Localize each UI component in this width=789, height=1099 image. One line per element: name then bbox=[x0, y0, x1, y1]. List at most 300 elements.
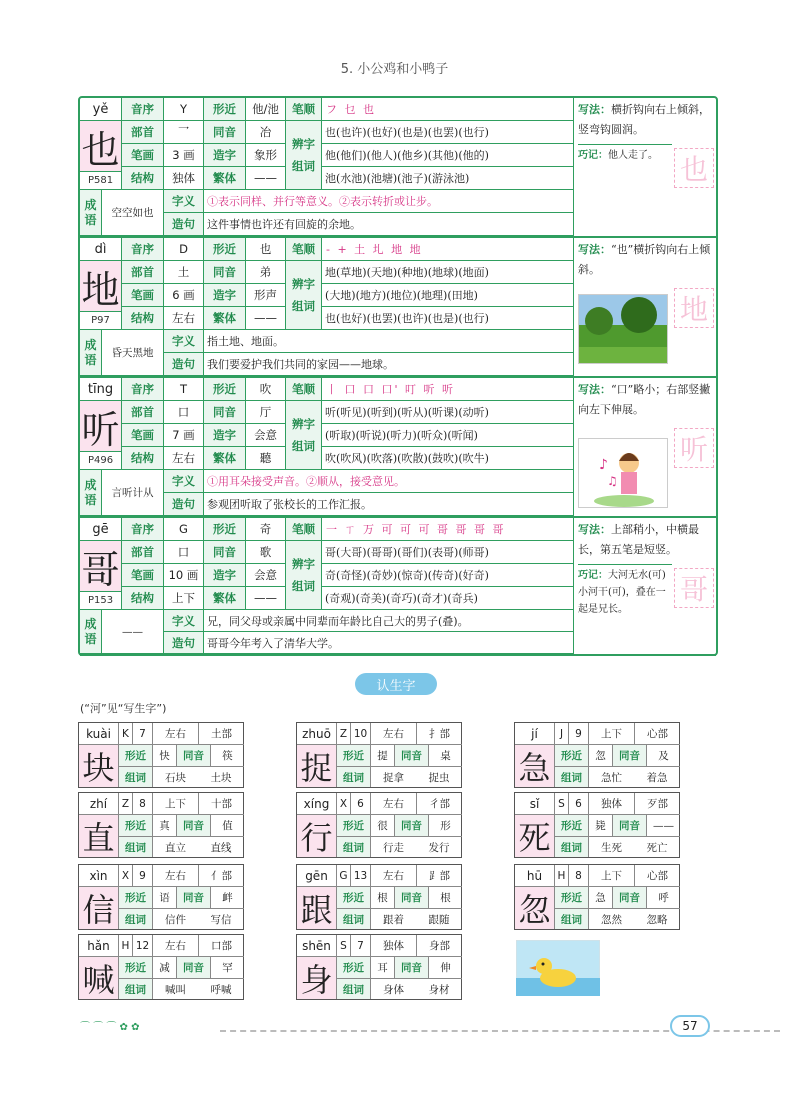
label-idiom: 成语 bbox=[80, 610, 102, 654]
writing-tip-text: 横折钩向右上倾斜，竖弯钩圆润。 bbox=[578, 103, 710, 136]
vocab-pinyin: xìn bbox=[79, 865, 119, 887]
vocab-radical: ⻊部 bbox=[417, 865, 462, 887]
char-idiom: 言听计从 bbox=[102, 470, 164, 516]
label-distinguish: 辨字 bbox=[292, 557, 315, 571]
char-order: G bbox=[164, 518, 204, 541]
vocab-homophone: 筷 bbox=[211, 745, 244, 767]
vocab-order: S bbox=[337, 935, 351, 957]
vocab-shape: 耳 bbox=[371, 957, 395, 979]
writing-tip-label: 写法： bbox=[578, 523, 611, 536]
vocab-structure: 左右 bbox=[153, 935, 199, 957]
vocab-word-1: 身体 bbox=[383, 983, 404, 996]
svg-text:♪: ♪ bbox=[599, 457, 608, 473]
vocab-structure: 左右 bbox=[371, 723, 417, 745]
vocab-word-2: 忽略 bbox=[646, 913, 668, 926]
char-order: T bbox=[164, 378, 204, 401]
vocab-structure: 上下 bbox=[589, 723, 635, 745]
char-strokes: 7 画 bbox=[164, 424, 204, 447]
vocab-homophone: 罕 bbox=[211, 957, 244, 979]
label-shape: 形近 bbox=[119, 745, 153, 767]
label-compose: 组词 bbox=[337, 837, 371, 857]
vocab-shape: 毙 bbox=[589, 815, 613, 837]
label-homophone: 同音 bbox=[177, 957, 211, 979]
writing-tip-text: “也”横折钩向右上倾斜。 bbox=[578, 243, 711, 276]
memory-tip bbox=[578, 564, 672, 618]
label-shape: 形近 bbox=[555, 745, 589, 767]
memory-tip bbox=[578, 144, 672, 164]
vocab-word-1: 喊叫 bbox=[165, 983, 186, 996]
char-homophone: 厅 bbox=[246, 401, 286, 424]
vocab-shape: 忽 bbox=[589, 745, 613, 767]
vocab-shape: 语 bbox=[153, 887, 177, 909]
vocab-char: 喊 bbox=[79, 957, 119, 999]
vocab-order: K bbox=[119, 723, 133, 745]
vocab-order: S bbox=[555, 793, 569, 815]
compose-line: 池(水池)(池塘)(池子)(游泳池) bbox=[322, 167, 574, 190]
writing-tip-text: 上部稍小，中横最长，第五笔是短竖。 bbox=[578, 523, 699, 556]
vocab-word-1: 行走 bbox=[383, 841, 404, 854]
vocab-pinyin: gēn bbox=[297, 865, 337, 887]
label-strokes: 笔画 bbox=[122, 144, 164, 167]
label-sentence: 造句 bbox=[164, 213, 204, 236]
label-strokes: 笔画 bbox=[122, 284, 164, 307]
compose-line: 也(也好)(也罢)(也许)(也是)(也行) bbox=[322, 307, 574, 330]
char-page-ref: P97 bbox=[80, 312, 122, 330]
vocab-order: Z bbox=[337, 723, 351, 745]
label-radical: 部首 bbox=[122, 541, 164, 564]
label-compose: 组词 bbox=[119, 767, 153, 787]
label-homophone: 同音 bbox=[613, 815, 647, 837]
vocab-homophone: 根 bbox=[429, 887, 462, 909]
vocab-radical: 彳部 bbox=[417, 793, 462, 815]
vocab-word-1: 捉拿 bbox=[383, 771, 404, 784]
char-stroke-order: 一 ㄒ 万 可 可 可 哥 哥 哥 哥 bbox=[322, 518, 574, 541]
practice-grid: 也 bbox=[674, 148, 714, 188]
label-homophone: 同音 bbox=[204, 261, 246, 284]
character-study-table bbox=[78, 96, 718, 656]
vocab-strokes: 7 bbox=[351, 935, 371, 957]
label-homophone: 同音 bbox=[395, 745, 429, 767]
grassland-photo bbox=[578, 294, 668, 364]
section-note: (“河”见“写生字”) bbox=[80, 702, 167, 715]
vocab-structure: 左右 bbox=[153, 865, 199, 887]
char-radical: 土 bbox=[164, 261, 204, 284]
vocab-pinyin: hū bbox=[515, 865, 555, 887]
char-pinyin: dì bbox=[80, 238, 122, 261]
vocab-radical: 心部 bbox=[635, 723, 680, 745]
vocab-card-5 bbox=[514, 792, 680, 858]
label-compose: 组词 bbox=[292, 579, 315, 593]
label-traditional: 繁体 bbox=[204, 307, 246, 330]
vocab-word-1: 跟着 bbox=[383, 913, 404, 926]
vocab-card-3 bbox=[78, 792, 244, 858]
label-homophone: 同音 bbox=[613, 887, 647, 909]
label-structure: 结构 bbox=[122, 307, 164, 330]
vocab-strokes: 12 bbox=[133, 935, 153, 957]
vocab-strokes: 9 bbox=[133, 865, 153, 887]
char-radical: 口 bbox=[164, 401, 204, 424]
label-idiom: 成语 bbox=[80, 470, 102, 516]
label-radical: 部首 bbox=[122, 121, 164, 144]
vocab-card-8 bbox=[514, 864, 680, 930]
char-traditional: —— bbox=[246, 167, 286, 190]
char-build: 象形 bbox=[246, 144, 286, 167]
char-order: Y bbox=[164, 98, 204, 121]
memory-tip-label: 巧记： bbox=[578, 150, 608, 161]
vocab-word-2: 跟随 bbox=[428, 913, 450, 926]
label-stroke: 笔顺 bbox=[286, 518, 322, 541]
compose-line: 奇(奇怪)(奇妙)(惊奇)(传奇)(好奇) bbox=[322, 564, 574, 587]
label-strokes: 笔画 bbox=[122, 564, 164, 587]
label-stroke: 笔顺 bbox=[286, 98, 322, 121]
vocab-word-2: 着急 bbox=[646, 771, 668, 784]
vocab-strokes: 8 bbox=[133, 793, 153, 815]
listening-girl-illustration bbox=[578, 438, 668, 508]
vocab-shape: 真 bbox=[153, 815, 177, 837]
label-homophone: 同音 bbox=[395, 887, 429, 909]
label-stroke: 笔顺 bbox=[286, 238, 322, 261]
vocab-radical: 十部 bbox=[199, 793, 244, 815]
vocab-shape: 快 bbox=[153, 745, 177, 767]
vocab-card-1 bbox=[296, 722, 462, 788]
vocab-radical: 心部 bbox=[635, 865, 680, 887]
char-glyph: 也 bbox=[80, 121, 122, 172]
vocab-strokes: 13 bbox=[351, 865, 371, 887]
char-structure: 独体 bbox=[164, 167, 204, 190]
vocab-char: 身 bbox=[297, 957, 337, 999]
label-build: 造字 bbox=[204, 144, 246, 167]
char-strokes: 3 画 bbox=[164, 144, 204, 167]
vocab-homophone: 呼 bbox=[647, 887, 680, 909]
compose-line: (大地)(地方)(地位)(地理)(田地) bbox=[322, 284, 574, 307]
label-traditional: 繁体 bbox=[204, 587, 246, 610]
vocab-radical: 身部 bbox=[417, 935, 462, 957]
writing-tip-text: “口”略小；右部竖撇向左下伸展。 bbox=[578, 383, 711, 416]
char-order: D bbox=[164, 238, 204, 261]
vocab-word-2: 捉虫 bbox=[428, 771, 450, 784]
label-homophone: 同音 bbox=[204, 401, 246, 424]
label-meaning: 字义 bbox=[164, 190, 204, 213]
char-sentence: 哥哥今年考入了清华大学。 bbox=[204, 632, 574, 654]
char-build: 会意 bbox=[246, 564, 286, 587]
vocab-word-1: 忽然 bbox=[601, 913, 622, 926]
label-compose: 组词 bbox=[555, 909, 589, 929]
vocab-homophone: 形 bbox=[429, 815, 462, 837]
label-distinguish-compose bbox=[286, 261, 322, 330]
label-shape: 形近 bbox=[119, 887, 153, 909]
compose-line: 他(他们)(他人)(他乡)(其他)(他的) bbox=[322, 144, 574, 167]
vocab-strokes: 7 bbox=[133, 723, 153, 745]
char-strokes: 10 画 bbox=[164, 564, 204, 587]
label-compose: 组词 bbox=[337, 979, 371, 999]
vocab-char: 直 bbox=[79, 815, 119, 857]
char-shape: 他/池 bbox=[246, 98, 286, 121]
label-distinguish-compose bbox=[286, 121, 322, 190]
vocab-pinyin: xíng bbox=[297, 793, 337, 815]
vocab-homophone: —— bbox=[647, 815, 680, 837]
vocab-structure: 独体 bbox=[589, 793, 635, 815]
vocab-pinyin: sǐ bbox=[515, 793, 555, 815]
vocab-radical: 土部 bbox=[199, 723, 244, 745]
label-homophone: 同音 bbox=[177, 745, 211, 767]
vocab-char: 急 bbox=[515, 745, 555, 787]
char-stroke-order: - + 土 圠 地 地 bbox=[322, 238, 574, 261]
vocab-order: J bbox=[555, 723, 569, 745]
char-stroke-order: 丨 口 口 口' 叮 听 听 bbox=[322, 378, 574, 401]
vocab-card-2 bbox=[514, 722, 680, 788]
char-structure: 上下 bbox=[164, 587, 204, 610]
label-homophone: 同音 bbox=[177, 815, 211, 837]
label-order: 音序 bbox=[122, 378, 164, 401]
label-compose: 组词 bbox=[337, 767, 371, 787]
practice-grid: 听 bbox=[674, 428, 714, 468]
label-homophone: 同音 bbox=[395, 957, 429, 979]
label-distinguish: 辨字 bbox=[292, 417, 315, 431]
vocab-pinyin: zhí bbox=[79, 793, 119, 815]
label-meaning: 字义 bbox=[164, 330, 204, 353]
char-structure: 左右 bbox=[164, 307, 204, 330]
vocab-word-1: 急忙 bbox=[601, 771, 622, 784]
vocab-strokes: 9 bbox=[569, 723, 589, 745]
vocab-homophone: 伸 bbox=[429, 957, 462, 979]
char-pinyin: gē bbox=[80, 518, 122, 541]
label-homophone: 同音 bbox=[177, 887, 211, 909]
label-shape: 形近 bbox=[555, 815, 589, 837]
vocab-strokes: 6 bbox=[351, 793, 371, 815]
vocab-structure: 上下 bbox=[589, 865, 635, 887]
label-compose: 组词 bbox=[292, 299, 315, 313]
label-distinguish-compose bbox=[286, 401, 322, 470]
label-build: 造字 bbox=[204, 424, 246, 447]
vocab-radical: 扌部 bbox=[417, 723, 462, 745]
char-sentence: 我们要爱护我们共同的家园——地球。 bbox=[204, 353, 574, 376]
label-shape: 形近 bbox=[204, 98, 246, 121]
label-structure: 结构 bbox=[122, 587, 164, 610]
vocab-word-1: 信件 bbox=[165, 913, 186, 926]
svg-text:♫: ♫ bbox=[607, 474, 618, 488]
char-page-ref: P581 bbox=[80, 172, 122, 190]
label-compose: 组词 bbox=[555, 837, 589, 857]
char-pinyin: tīng bbox=[80, 378, 122, 401]
duck-illustration bbox=[516, 940, 600, 996]
vocab-char: 跟 bbox=[297, 887, 337, 929]
label-sentence: 造句 bbox=[164, 353, 204, 376]
vocab-word-1: 石块 bbox=[165, 771, 186, 784]
char-traditional: —— bbox=[246, 307, 286, 330]
label-sentence: 造句 bbox=[164, 632, 204, 654]
char-meaning: ①表示同样、并行等意义。②表示转折或让步。 bbox=[204, 190, 574, 213]
char-radical: 乛 bbox=[164, 121, 204, 144]
vocab-word-2: 写信 bbox=[210, 913, 232, 926]
memory-tip-label: 巧记： bbox=[578, 570, 608, 581]
vocab-homophone: 值 bbox=[211, 815, 244, 837]
char-stroke-order: フ 乜 也 bbox=[322, 98, 574, 121]
char-structure: 左右 bbox=[164, 447, 204, 470]
compose-line: (奇观)(奇美)(奇巧)(奇才)(奇兵) bbox=[322, 587, 574, 610]
label-homophone: 同音 bbox=[613, 745, 647, 767]
vocab-card-0 bbox=[78, 722, 244, 788]
label-shape: 形近 bbox=[337, 745, 371, 767]
vocab-word-1: 生死 bbox=[601, 841, 622, 854]
compose-line: 吹(吹风)(吹落)(吹散)(鼓吹)(吹牛) bbox=[322, 447, 574, 470]
vocab-radical: 口部 bbox=[199, 935, 244, 957]
label-distinguish: 辨字 bbox=[292, 137, 315, 151]
vocab-order: H bbox=[555, 865, 569, 887]
vocab-card-10 bbox=[296, 934, 462, 1000]
label-sentence: 造句 bbox=[164, 493, 204, 516]
char-sentence: 参观团听取了张校长的工作汇报。 bbox=[204, 493, 574, 516]
vocab-order: Z bbox=[119, 793, 133, 815]
label-distinguish: 辨字 bbox=[292, 277, 315, 291]
label-strokes: 笔画 bbox=[122, 424, 164, 447]
label-distinguish-compose bbox=[286, 541, 322, 610]
label-homophone: 同音 bbox=[204, 541, 246, 564]
compose-line: (听取)(听说)(听力)(听众)(听闻) bbox=[322, 424, 574, 447]
vocab-structure: 左右 bbox=[371, 865, 417, 887]
vocab-word-2: 直线 bbox=[210, 841, 232, 854]
vocab-card-9 bbox=[78, 934, 244, 1000]
vocab-strokes: 8 bbox=[569, 865, 589, 887]
vocab-structure: 独体 bbox=[371, 935, 417, 957]
compose-line: 哥(大哥)(哥哥)(哥们)(表哥)(师哥) bbox=[322, 541, 574, 564]
label-radical: 部首 bbox=[122, 261, 164, 284]
vocab-strokes: 6 bbox=[569, 793, 589, 815]
vocab-char: 忽 bbox=[515, 887, 555, 929]
vocab-pinyin: hǎn bbox=[79, 935, 119, 957]
vocab-structure: 上下 bbox=[153, 793, 199, 815]
label-idiom: 成语 bbox=[80, 190, 102, 236]
char-idiom: —— bbox=[102, 610, 164, 654]
vocab-order: X bbox=[119, 865, 133, 887]
char-shape: 奇 bbox=[246, 518, 286, 541]
label-build: 造字 bbox=[204, 284, 246, 307]
vocab-pinyin: shēn bbox=[297, 935, 337, 957]
char-meaning: ①用耳朵接受声音。②顺从，接受意见。 bbox=[204, 470, 574, 493]
vocab-word-2: 死亡 bbox=[646, 841, 668, 854]
label-shape: 形近 bbox=[337, 815, 371, 837]
vocab-card-6 bbox=[78, 864, 244, 930]
label-compose: 组词 bbox=[292, 439, 315, 453]
vocab-char: 块 bbox=[79, 745, 119, 787]
label-idiom: 成语 bbox=[80, 330, 102, 376]
label-compose: 组词 bbox=[292, 159, 315, 173]
label-order: 音序 bbox=[122, 518, 164, 541]
vocab-radical: 亻部 bbox=[199, 865, 244, 887]
vocab-homophone: 衅 bbox=[211, 887, 244, 909]
label-structure: 结构 bbox=[122, 447, 164, 470]
vocab-word-2: 土块 bbox=[210, 771, 232, 784]
char-shape: 也 bbox=[246, 238, 286, 261]
label-shape: 形近 bbox=[204, 378, 246, 401]
compose-line: 也(也许)(也好)(也是)(也罢)(也行) bbox=[322, 121, 574, 144]
label-order: 音序 bbox=[122, 238, 164, 261]
vocab-order: X bbox=[337, 793, 351, 815]
char-glyph: 哥 bbox=[80, 541, 122, 592]
char-page-ref: P496 bbox=[80, 452, 122, 470]
vocab-shape: 提 bbox=[371, 745, 395, 767]
vocab-word-2: 身材 bbox=[428, 983, 450, 996]
vocab-char: 信 bbox=[79, 887, 119, 929]
label-structure: 结构 bbox=[122, 167, 164, 190]
label-compose: 组词 bbox=[337, 909, 371, 929]
label-compose: 组词 bbox=[555, 767, 589, 787]
vocab-pinyin: kuài bbox=[79, 723, 119, 745]
writing-tip-label: 写法： bbox=[578, 103, 611, 116]
label-shape: 形近 bbox=[119, 815, 153, 837]
vocab-homophone: 桌 bbox=[429, 745, 462, 767]
char-homophone: 弟 bbox=[246, 261, 286, 284]
page-number: 57 bbox=[670, 1015, 710, 1037]
vocab-word-1: 直立 bbox=[165, 841, 186, 854]
char-shape: 吹 bbox=[246, 378, 286, 401]
vocab-shape: 根 bbox=[371, 887, 395, 909]
vocab-shape: 减 bbox=[153, 957, 177, 979]
vocab-strokes: 10 bbox=[351, 723, 371, 745]
char-idiom: 昏天黑地 bbox=[102, 330, 164, 376]
lesson-title: 5. 小公鸡和小鸭子 bbox=[340, 62, 449, 77]
vocab-structure: 左右 bbox=[371, 793, 417, 815]
practice-grid: 哥 bbox=[674, 568, 714, 608]
label-homophone: 同音 bbox=[204, 121, 246, 144]
char-strokes: 6 画 bbox=[164, 284, 204, 307]
vocab-pinyin: zhuō bbox=[297, 723, 337, 745]
vocab-radical: 歹部 bbox=[635, 793, 680, 815]
char-homophone: 冶 bbox=[246, 121, 286, 144]
label-compose: 组词 bbox=[119, 909, 153, 929]
label-homophone: 同音 bbox=[395, 815, 429, 837]
char-meaning: 兄，同父母或亲属中同辈而年龄比自己大的男子(叠)。 bbox=[204, 610, 574, 632]
compose-line: 地(草地)(天地)(种地)(地球)(地面) bbox=[322, 261, 574, 284]
vocab-card-7 bbox=[296, 864, 462, 930]
char-pinyin: yě bbox=[80, 98, 122, 121]
footer-decoration: ⌒ ⌒ ⌒ ✿ ✿ bbox=[80, 1022, 140, 1033]
char-idiom: 空空如也 bbox=[102, 190, 164, 236]
char-glyph: 听 bbox=[80, 401, 122, 452]
vocab-homophone: 及 bbox=[647, 745, 680, 767]
vocab-word-2: 发行 bbox=[428, 841, 450, 854]
writing-tip-label: 写法： bbox=[578, 383, 611, 396]
char-meaning: 指土地、地面。 bbox=[204, 330, 574, 353]
vocab-structure: 左右 bbox=[153, 723, 199, 745]
label-compose: 组词 bbox=[119, 979, 153, 999]
vocab-shape: 很 bbox=[371, 815, 395, 837]
vocab-card-4 bbox=[296, 792, 462, 858]
char-page-ref: P153 bbox=[80, 592, 122, 610]
label-radical: 部首 bbox=[122, 401, 164, 424]
label-order: 音序 bbox=[122, 98, 164, 121]
label-meaning: 字义 bbox=[164, 610, 204, 632]
char-build: 形声 bbox=[246, 284, 286, 307]
label-shape: 形近 bbox=[119, 957, 153, 979]
section-title-recognize: 认生字 bbox=[355, 673, 437, 695]
writing-tip-label: 写法： bbox=[578, 243, 611, 256]
vocab-char: 捉 bbox=[297, 745, 337, 787]
vocab-char: 死 bbox=[515, 815, 555, 857]
label-traditional: 繁体 bbox=[204, 167, 246, 190]
vocab-order: G bbox=[337, 865, 351, 887]
vocab-char: 行 bbox=[297, 815, 337, 857]
char-radical: 口 bbox=[164, 541, 204, 564]
label-build: 造字 bbox=[204, 564, 246, 587]
vocab-shape: 急 bbox=[589, 887, 613, 909]
memory-tip-text: 大河无水(可)小河干(可)，叠在一起是兄长。 bbox=[578, 570, 666, 615]
char-build: 会意 bbox=[246, 424, 286, 447]
vocab-pinyin: jí bbox=[515, 723, 555, 745]
label-shape: 形近 bbox=[204, 518, 246, 541]
label-shape: 形近 bbox=[204, 238, 246, 261]
vocab-word-2: 呼喊 bbox=[210, 983, 232, 996]
label-compose: 组词 bbox=[119, 837, 153, 857]
